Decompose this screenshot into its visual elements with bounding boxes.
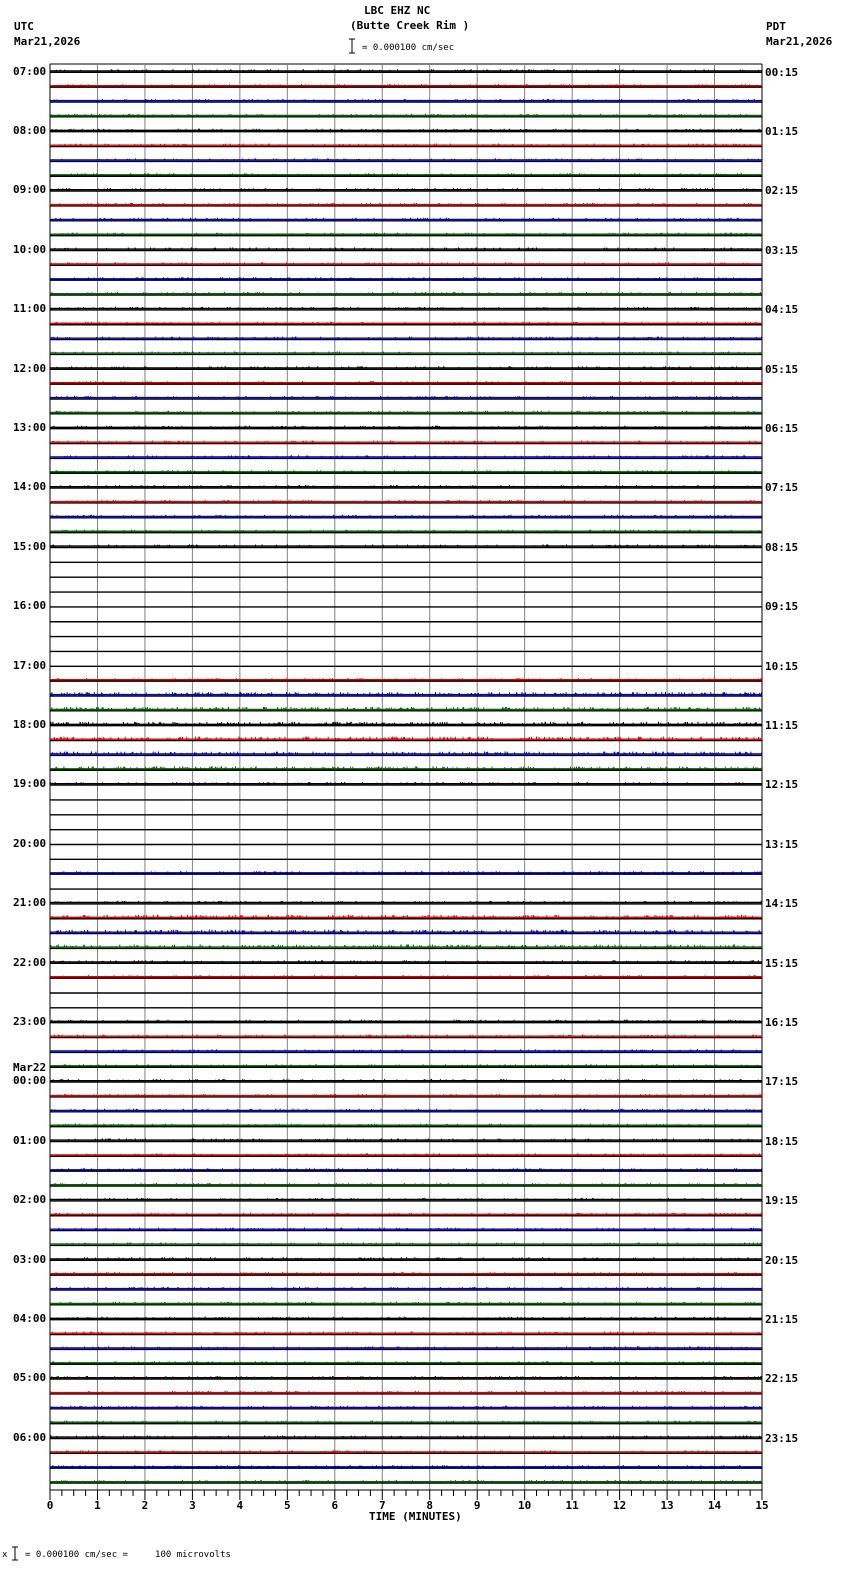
utc-hour-label: 21:00	[13, 896, 47, 910]
utc-hour-label: 11:00	[13, 302, 47, 316]
x-tick-label: 6	[331, 1499, 339, 1512]
utc-hour-label: 19:00	[13, 777, 47, 791]
pdt-hour-label: 02:15	[765, 184, 799, 198]
x-tick-label: 1	[94, 1499, 101, 1512]
utc-hour-label: 04:00	[13, 1311, 47, 1325]
site-name: (Butte Creek Rim )	[350, 19, 470, 32]
pdt-hour-label: 04:15	[765, 303, 799, 317]
utc-hour-label: 02:00	[13, 1193, 47, 1207]
utc-hour-label: 00:00	[13, 1074, 47, 1088]
traces	[50, 69, 762, 1483]
x-tick-label: 0	[46, 1499, 54, 1512]
right-timezone: PDT	[766, 20, 786, 33]
footer-scale-text: = 0.000100 cm/sec = 100 microvolts	[25, 1550, 231, 1560]
utc-hour-label: 17:00	[13, 658, 47, 672]
pdt-hour-label: 22:15	[765, 1372, 799, 1386]
utc-hour-label: 03:00	[13, 1252, 47, 1266]
utc-date-label: Mar22	[13, 1061, 47, 1075]
pdt-hour-label: 20:15	[765, 1253, 799, 1267]
pdt-hour-label: 00:15	[765, 65, 799, 79]
pdt-hour-label: 05:15	[765, 362, 799, 376]
pdt-hour-label: 06:15	[765, 421, 799, 435]
x-tick-label: 11	[565, 1499, 579, 1512]
x-tick-label: 13	[660, 1499, 674, 1512]
utc-hour-label: 09:00	[13, 183, 47, 197]
utc-hour-label: 14:00	[13, 480, 47, 494]
utc-hour-label: 13:00	[13, 420, 47, 434]
pdt-hour-label: 13:15	[765, 837, 799, 851]
x-axis-label: TIME (MINUTES)	[369, 1510, 462, 1523]
x-tick-label: 8	[426, 1499, 434, 1512]
right-date: Mar21,2026	[766, 35, 833, 48]
pdt-hour-label: 14:15	[765, 897, 799, 911]
x-tick-label: 7	[378, 1499, 386, 1512]
utc-hour-label: 20:00	[13, 836, 47, 850]
scale-text: = 0.000100 cm/sec	[362, 43, 455, 53]
scale-bar-icon	[349, 39, 355, 53]
pdt-hour-label: 12:15	[765, 778, 799, 792]
footer-scale-prefix: x	[2, 1550, 8, 1560]
footer-scale-bar-icon	[12, 1547, 18, 1560]
x-tick-label: 9	[473, 1499, 481, 1512]
x-tick-label: 10	[518, 1499, 532, 1512]
utc-hour-label: 18:00	[13, 717, 47, 731]
pdt-hour-label: 03:15	[765, 243, 799, 257]
utc-hour-label: 06:00	[13, 1430, 47, 1444]
x-tick-label: 3	[189, 1499, 196, 1512]
utc-hour-label: 05:00	[13, 1371, 47, 1385]
pdt-hour-label: 17:15	[765, 1075, 799, 1089]
pdt-hour-label: 15:15	[765, 956, 799, 970]
utc-hour-label: 07:00	[13, 64, 47, 78]
time-axis	[47, 1490, 769, 1512]
utc-hour-label: 10:00	[13, 242, 47, 256]
pdt-hour-label: 11:15	[765, 718, 799, 732]
pdt-hour-label: 16:15	[765, 1015, 799, 1029]
x-tick-label: 5	[284, 1499, 291, 1512]
left-date: Mar21,2026	[14, 35, 81, 48]
x-tick-label: 12	[612, 1499, 627, 1512]
pdt-hour-label: 10:15	[765, 659, 799, 673]
utc-hour-label: 23:00	[13, 1014, 47, 1028]
pdt-hour-label: 21:15	[765, 1312, 799, 1326]
pdt-hour-label: 18:15	[765, 1134, 799, 1148]
utc-hour-label: 12:00	[13, 361, 47, 375]
left-timezone: UTC	[14, 20, 34, 33]
pdt-hour-label: 23:15	[765, 1431, 799, 1445]
pdt-hour-label: 19:15	[765, 1194, 799, 1208]
utc-hour-label: 16:00	[13, 599, 47, 613]
station-title: LBC EHZ NC	[364, 4, 431, 17]
utc-hour-label: 08:00	[13, 123, 47, 137]
pdt-hour-label: 07:15	[765, 481, 799, 495]
x-tick-label: 15	[755, 1499, 769, 1512]
pdt-hour-label: 08:15	[765, 540, 799, 554]
pdt-hour-label: 01:15	[765, 124, 799, 138]
x-tick-label: 14	[707, 1499, 722, 1512]
utc-hour-label: 15:00	[13, 539, 47, 553]
x-tick-label: 4	[236, 1499, 244, 1512]
pdt-hour-label: 09:15	[765, 600, 799, 614]
utc-hour-label: 22:00	[13, 955, 47, 969]
x-tick-label: 2	[141, 1499, 149, 1512]
utc-hour-label: 01:00	[13, 1133, 47, 1147]
